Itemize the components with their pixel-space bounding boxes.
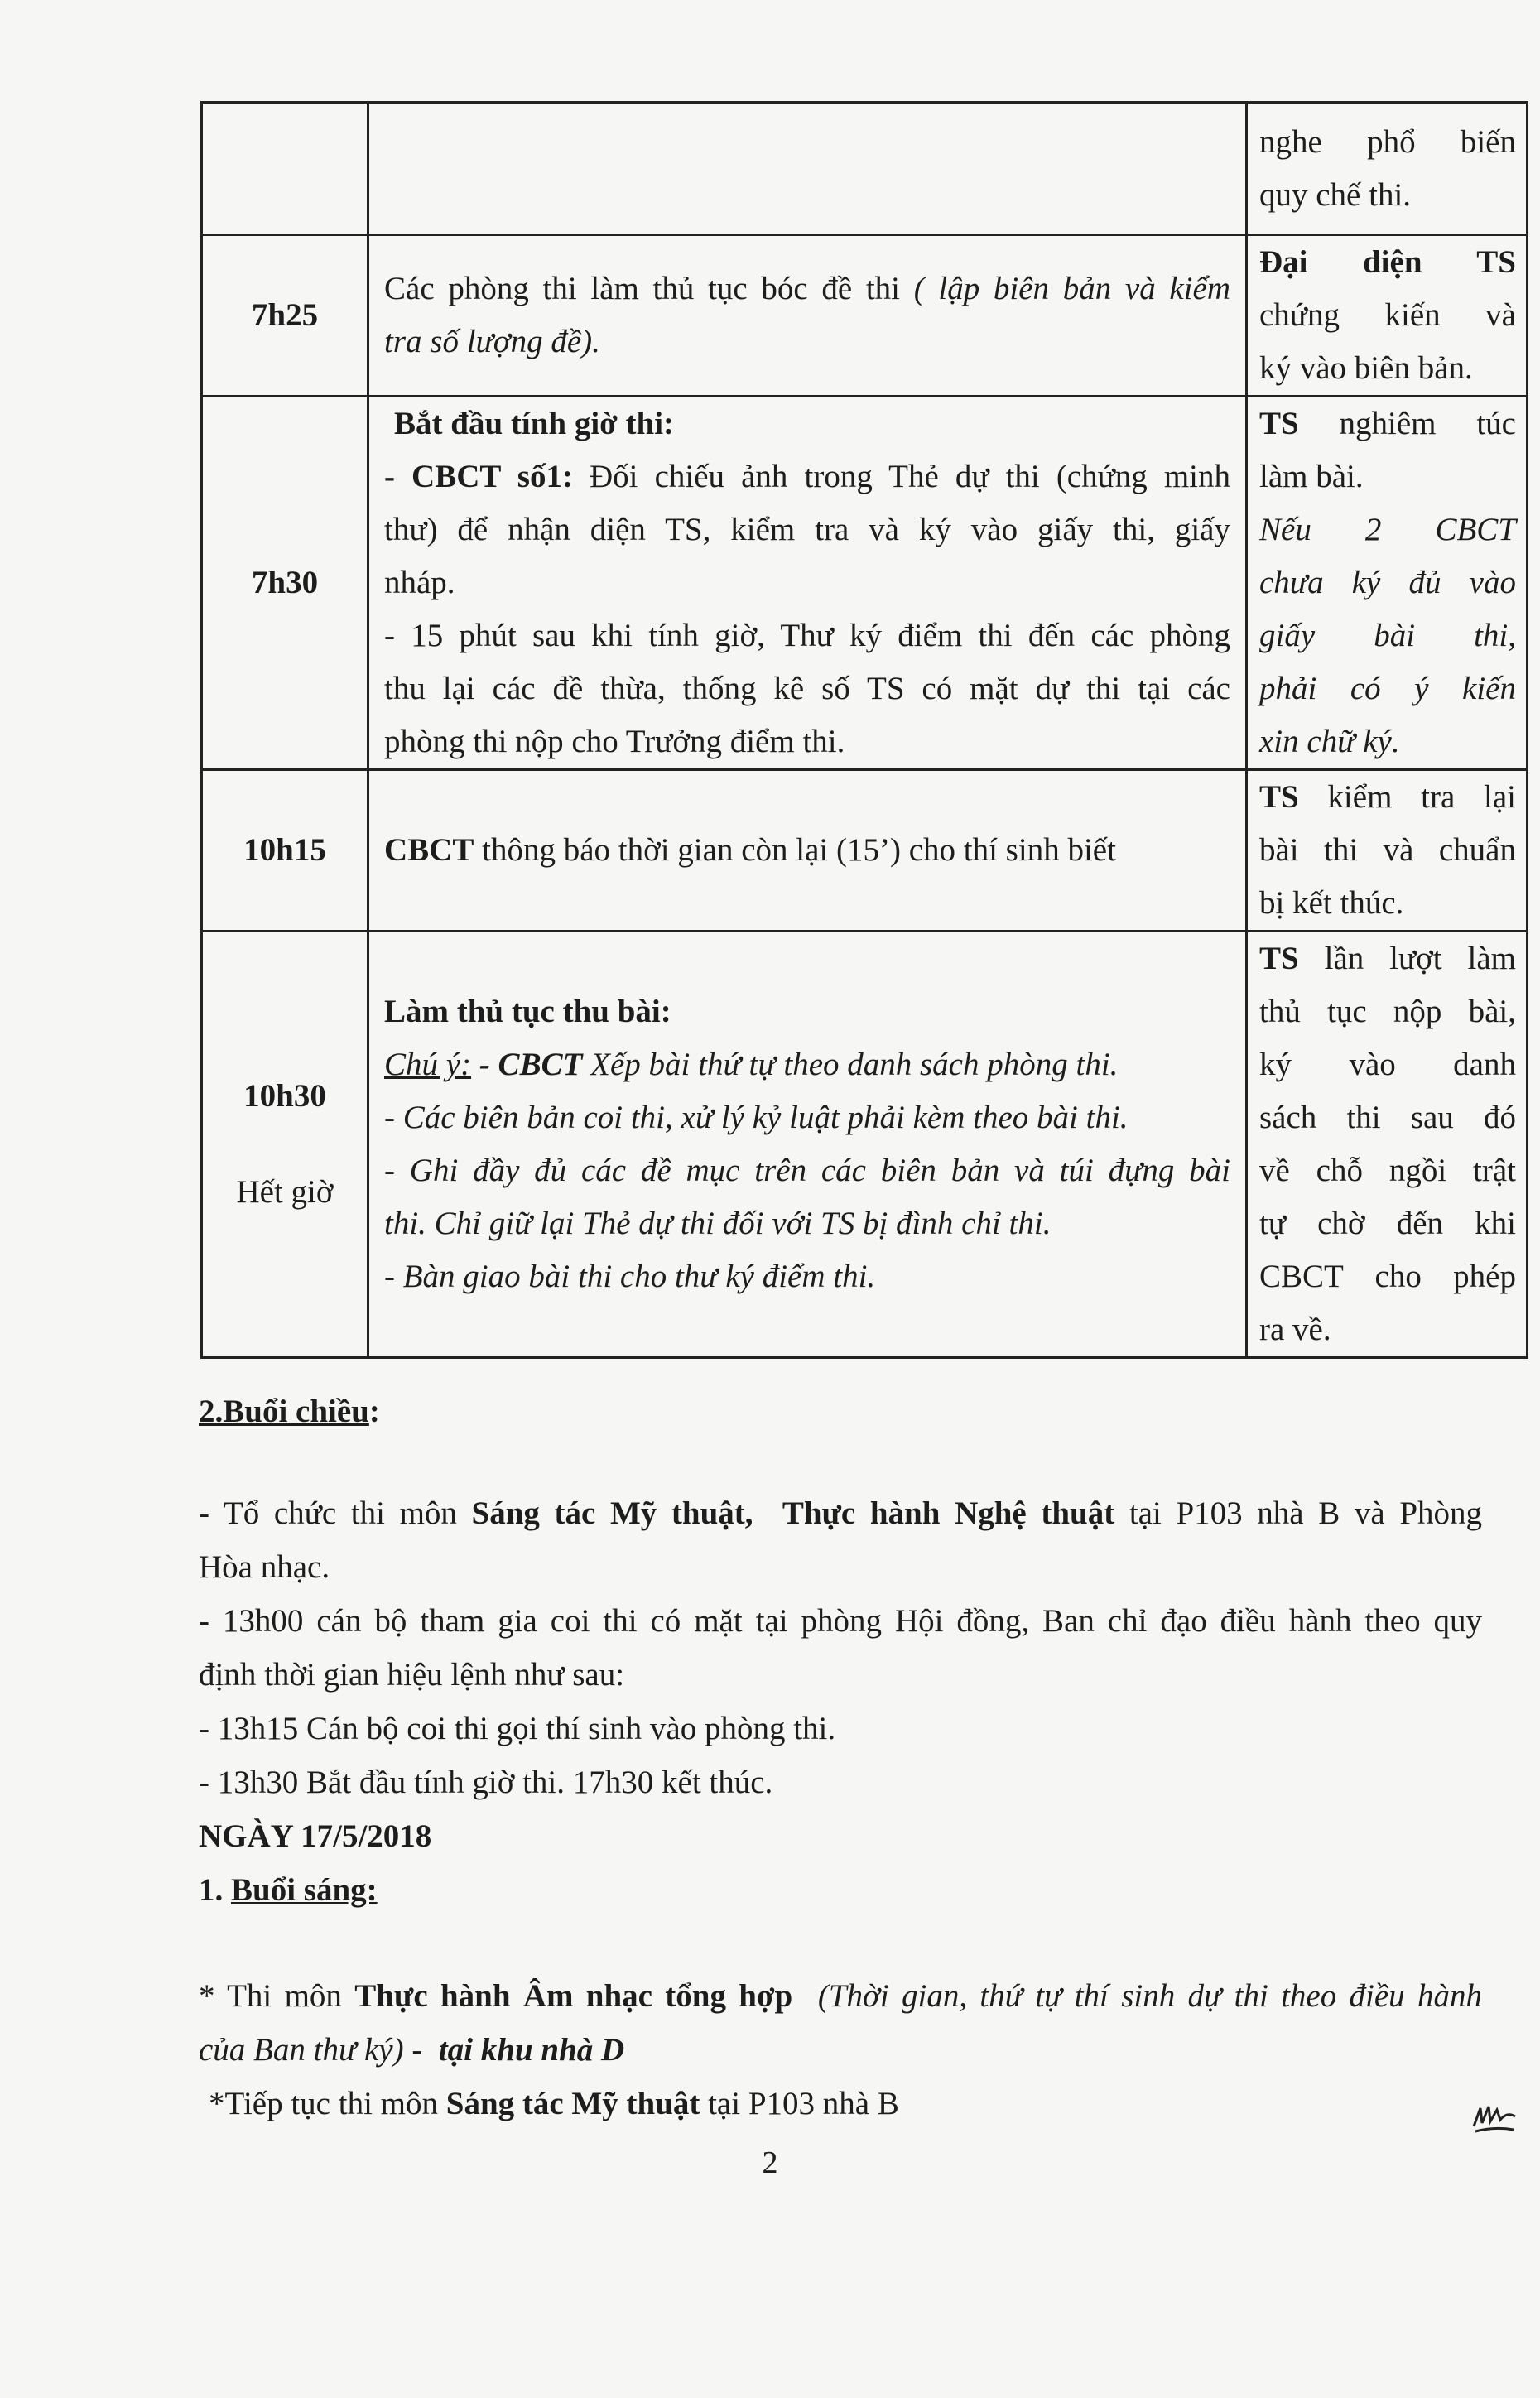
text: * Thi môn: [199, 1978, 355, 2014]
schedule-table: [200, 101, 1528, 1359]
table-row: [202, 932, 1528, 1358]
table-row: [202, 770, 1528, 932]
candidate-note: giấy bài thi,: [1259, 618, 1516, 653]
task-heading: Làm thủ tục thu bài:: [384, 994, 671, 1029]
time-note: Hết giờ: [236, 1174, 334, 1210]
task-cell: [368, 770, 1247, 932]
spacer: [203, 1123, 367, 1166]
task-line: - Ghi đầy đủ các đề mục trên các biên bản và túi đựng bài: [384, 1153, 1230, 1188]
table-row: [202, 397, 1528, 770]
candidate-note: xin chữ ký.: [1259, 724, 1400, 759]
task-label: CBCT: [384, 832, 474, 868]
task-cell: [368, 397, 1247, 770]
candidate-line: nghe phổ biến: [1259, 123, 1516, 160]
candidate-line: ra về.: [1259, 1312, 1331, 1347]
candidate-line: [1259, 932, 1516, 985]
candidate-cell: [1247, 770, 1528, 932]
subject-name: Sáng tác Mỹ thuật: [445, 2086, 700, 2121]
time-value: 10h30: [243, 1078, 326, 1114]
candidate-label: TS: [1259, 406, 1299, 441]
text: tại P103 nhà B và Phòng: [1114, 1495, 1483, 1531]
paragraph-line: - 13h15 Cán bộ coi thi gọi thí sinh vào phòng thi.: [199, 1711, 836, 1746]
text: - Tổ chức thi môn: [199, 1495, 472, 1531]
afternoon-heading: [199, 1384, 1482, 1438]
heading-colon: :: [368, 1394, 380, 1429]
item-line: [199, 2077, 1482, 2131]
candidate-line: thủ tục nộp bài,: [1259, 994, 1516, 1029]
candidate-text: kiểm tra lại: [1298, 779, 1516, 815]
time-cell: 7h30: [202, 397, 368, 770]
note-actor: - CBCT: [471, 1047, 583, 1082]
task-line: [384, 824, 1230, 877]
time-cell: 10h15: [202, 770, 368, 932]
table-row: [202, 235, 1528, 397]
task-line: phòng thi nộp cho Trưởng điểm thi.: [384, 724, 845, 759]
task-note: ( lập biên bản và kiểm: [913, 271, 1230, 306]
note-label: Chú ý:: [384, 1047, 472, 1082]
paragraph-line: định thời gian hiệu lệnh như sau:: [199, 1657, 625, 1693]
task-line: - 15 phút sau khi tính giờ, Thư ký điểm thi đến các phòng: [384, 618, 1230, 653]
task-text: Các phòng thi làm thủ tục bóc đề thi: [384, 271, 914, 306]
morning-items: [199, 1969, 1482, 2131]
table-row: [202, 103, 1528, 235]
text: tại P103 nhà B: [700, 2086, 899, 2121]
candidate-line: CBCT cho phép: [1259, 1259, 1516, 1294]
candidate-cell: [1247, 235, 1528, 397]
task-cell: [368, 235, 1247, 397]
task-line: nháp.: [384, 565, 455, 600]
candidate-line: bị kết thúc.: [1259, 885, 1404, 921]
task-text: Đối chiếu ảnh trong Thẻ dự thi (chứng minh: [572, 459, 1230, 494]
task-line: thi. Chỉ giữ lại Thẻ dự thi đối với TS bị đình chỉ thi.: [384, 1206, 1052, 1241]
text: *Tiếp tục thi môn: [209, 2086, 446, 2121]
task-line: thư) để nhận diện TS, kiểm tra và ký vào giấy thi, giấy: [384, 512, 1230, 547]
task-line: - Các biên bản coi thi, xử lý kỷ luật phải kèm theo bài thi.: [384, 1100, 1129, 1135]
task-cell: [368, 932, 1247, 1358]
item-note: của Ban thư ký) -: [199, 2032, 439, 2068]
candidate-cell: [1247, 932, 1528, 1358]
location: tại khu nhà D: [438, 2032, 625, 2068]
section-heading: 2.Buổi chiều: [199, 1394, 369, 1429]
candidate-line: [1259, 397, 1516, 450]
task-line: [384, 450, 1230, 503]
candidate-label: TS: [1259, 779, 1299, 815]
candidate-line: về chỗ ngồi trật: [1259, 1153, 1516, 1188]
task-line: - Bàn giao bài thi cho thư ký điểm thi.: [384, 1259, 876, 1294]
paragraph-line: [199, 1486, 1482, 1540]
subject-name: Thực hành Âm nhạc tổng hợp: [354, 1978, 793, 2014]
note-text: Xếp bài thứ tự theo danh sách phòng thi.: [582, 1047, 1119, 1082]
candidate-label: TS: [1259, 941, 1299, 976]
candidate-heading: Đại diện TS: [1259, 244, 1516, 280]
day-title: NGÀY 17/5/2018: [199, 1818, 432, 1854]
initials-signature: [1470, 2102, 1520, 2139]
candidate-text: nghiêm túc: [1298, 406, 1516, 441]
paragraph-line: - 13h00 cán bộ tham gia coi thi có mặt tại phòng Hội đồng, Ban chỉ đạo điều hành theo quy: [199, 1603, 1482, 1639]
task-heading: Bắt đầu tính giờ thi:: [394, 406, 675, 441]
time-cell: [202, 932, 368, 1358]
item-line: [199, 1969, 1482, 2023]
task-label: - CBCT số1:: [384, 459, 573, 494]
candidate-note: chưa ký đủ vào: [1259, 565, 1516, 600]
item-line: [199, 2023, 1482, 2077]
candidate-line: ký vào danh: [1259, 1047, 1516, 1082]
candidate-line: làm bài.: [1259, 459, 1364, 494]
item-note: (Thời gian, thứ tự thí sinh dự thi theo điều hành: [792, 1978, 1482, 2014]
candidate-line: sách thi sau đó: [1259, 1100, 1516, 1135]
candidate-line: quy chế thi.: [1259, 176, 1412, 213]
morning-label: Buổi sáng:: [231, 1872, 378, 1908]
text: [753, 1495, 782, 1531]
task-cell: [368, 103, 1247, 235]
candidate-text: lần lượt làm: [1298, 941, 1516, 976]
paragraph-line: Hòa nhạc.: [199, 1549, 330, 1585]
morning-heading: [199, 1863, 1482, 1917]
afternoon-paragraph: [199, 1486, 1482, 1917]
candidate-note: phải có ý kiến: [1259, 671, 1516, 706]
time-cell: 7h25: [202, 235, 368, 397]
subject-name: Sáng tác Mỹ thuật,: [471, 1495, 753, 1531]
candidate-line: chứng kiến và: [1259, 297, 1516, 333]
task-line: thu lại các đề thừa, thống kê số TS có mặt dự thi tại các: [384, 671, 1230, 706]
candidate-line: tự chờ đến khi: [1259, 1206, 1516, 1241]
task-text: thông báo thời gian còn lại (15’) cho thí sinh biết: [474, 832, 1116, 868]
paragraph-line: - 13h30 Bắt đầu tính giờ thi. 17h30 kết thúc.: [199, 1765, 773, 1800]
time-cell: [202, 103, 368, 235]
candidate-cell: [1247, 397, 1528, 770]
task-line: [384, 262, 1230, 315]
candidate-line: ký vào biên bản.: [1259, 350, 1473, 386]
task-line: [384, 1038, 1230, 1091]
candidate-line: [1259, 771, 1516, 824]
subject-name: Thực hành Nghệ thuật: [782, 1495, 1115, 1531]
candidate-note: Nếu 2 CBCT: [1259, 512, 1516, 547]
candidate-cell: [1247, 103, 1528, 235]
task-note: tra số lượng đề).: [384, 324, 600, 359]
candidate-line: bài thi và chuẩn: [1259, 832, 1516, 868]
morning-number: 1.: [199, 1872, 231, 1908]
page-number: 2: [762, 2145, 778, 2180]
